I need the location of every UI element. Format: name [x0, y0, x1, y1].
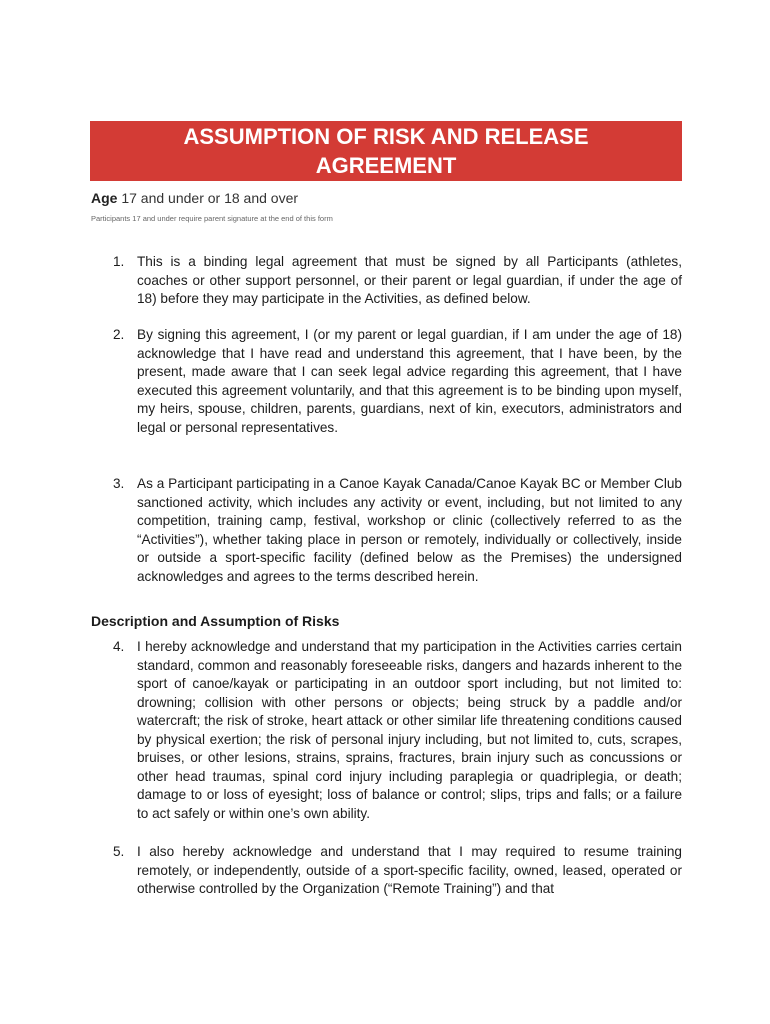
- parent-signature-note: Participants 17 and under require parent signature at the end of this form: [91, 214, 333, 223]
- clause-text: I also hereby acknowledge and understand that I may required to resume training remotely, or independently, outside of a sport-specific facility, owned, leased, operated or otherwise controlled by the Organization (“Remote Training”) and that: [137, 844, 682, 896]
- clause-number: 4.: [113, 639, 125, 654]
- clause-text: By signing this agreement, I (or my parent or legal guardian, if I am under the age of 18) acknowledge that I have read and understand this agreement, that I have been, by the present, made aware that I can seek legal advice regarding this agreement, that I have executed this agreement voluntarily, and that this agreement is to be binding upon myself, my heirs, spouse, children, parents, guardians, next of kin, executors, administrators and legal or personal representatives.: [137, 327, 682, 435]
- clause-number: 1.: [113, 254, 125, 269]
- title-line-1: ASSUMPTION OF RISK AND RELEASE: [183, 124, 589, 149]
- age-line: [91, 190, 298, 206]
- title-line-2: AGREEMENT: [315, 153, 457, 178]
- clause-text: This is a binding legal agreement that must be signed by all Participants (athletes, coaches or other support personnel, or their parent or legal guardian, if under the age of 18) before they may participate in the Activities, as defined below.: [137, 254, 682, 306]
- age-label: Age: [91, 190, 118, 206]
- title-banner: [90, 121, 682, 181]
- age-text: 17 and under or 18 and over: [117, 190, 299, 206]
- clause-number: 5.: [113, 844, 125, 859]
- section-heading: Description and Assumption of Risks: [91, 613, 340, 629]
- clause-text: I hereby acknowledge and understand that my participation in the Activities carries certain standard, common and reasonably foreseeable risks, dangers and hazards inherent to the sport of canoe/kayak or participating in an outdoor sport including, but not limited to: drowning; collision with other persons or objects; being struck by a paddle and/or watercraft; the risk of stroke, heart attack or other similar life threatening conditions caused by physical exertion; the risk of personal injury including, but not limited to, cuts, scrapes, bruises, or other lesions, strains, sprains, fractures, brain injury such as concussions or other head traumas, spinal cord injury including paraplegia or quadriplegia, or death; damage to or loss of eyesight; loss of balance or control; slips, trips and falls; or a failure to act safely or within one’s own ability.: [137, 639, 682, 821]
- clause-text: As a Participant participating in a Canoe Kayak Canada/Canoe Kayak BC or Member Club sanctioned activity, which includes any activity or event, including, but not limited to any competition, training camp, festival, workshop or clinic (collectively referred to as the “Activities”), whether taking place in person or remotely, individually or collectively, inside or outside a sport-specific facility (defined below as the Premises) the undersigned acknowledges and agrees to the terms described herein.: [137, 476, 682, 584]
- clause-number: 2.: [113, 327, 125, 342]
- clause-number: 3.: [113, 476, 125, 491]
